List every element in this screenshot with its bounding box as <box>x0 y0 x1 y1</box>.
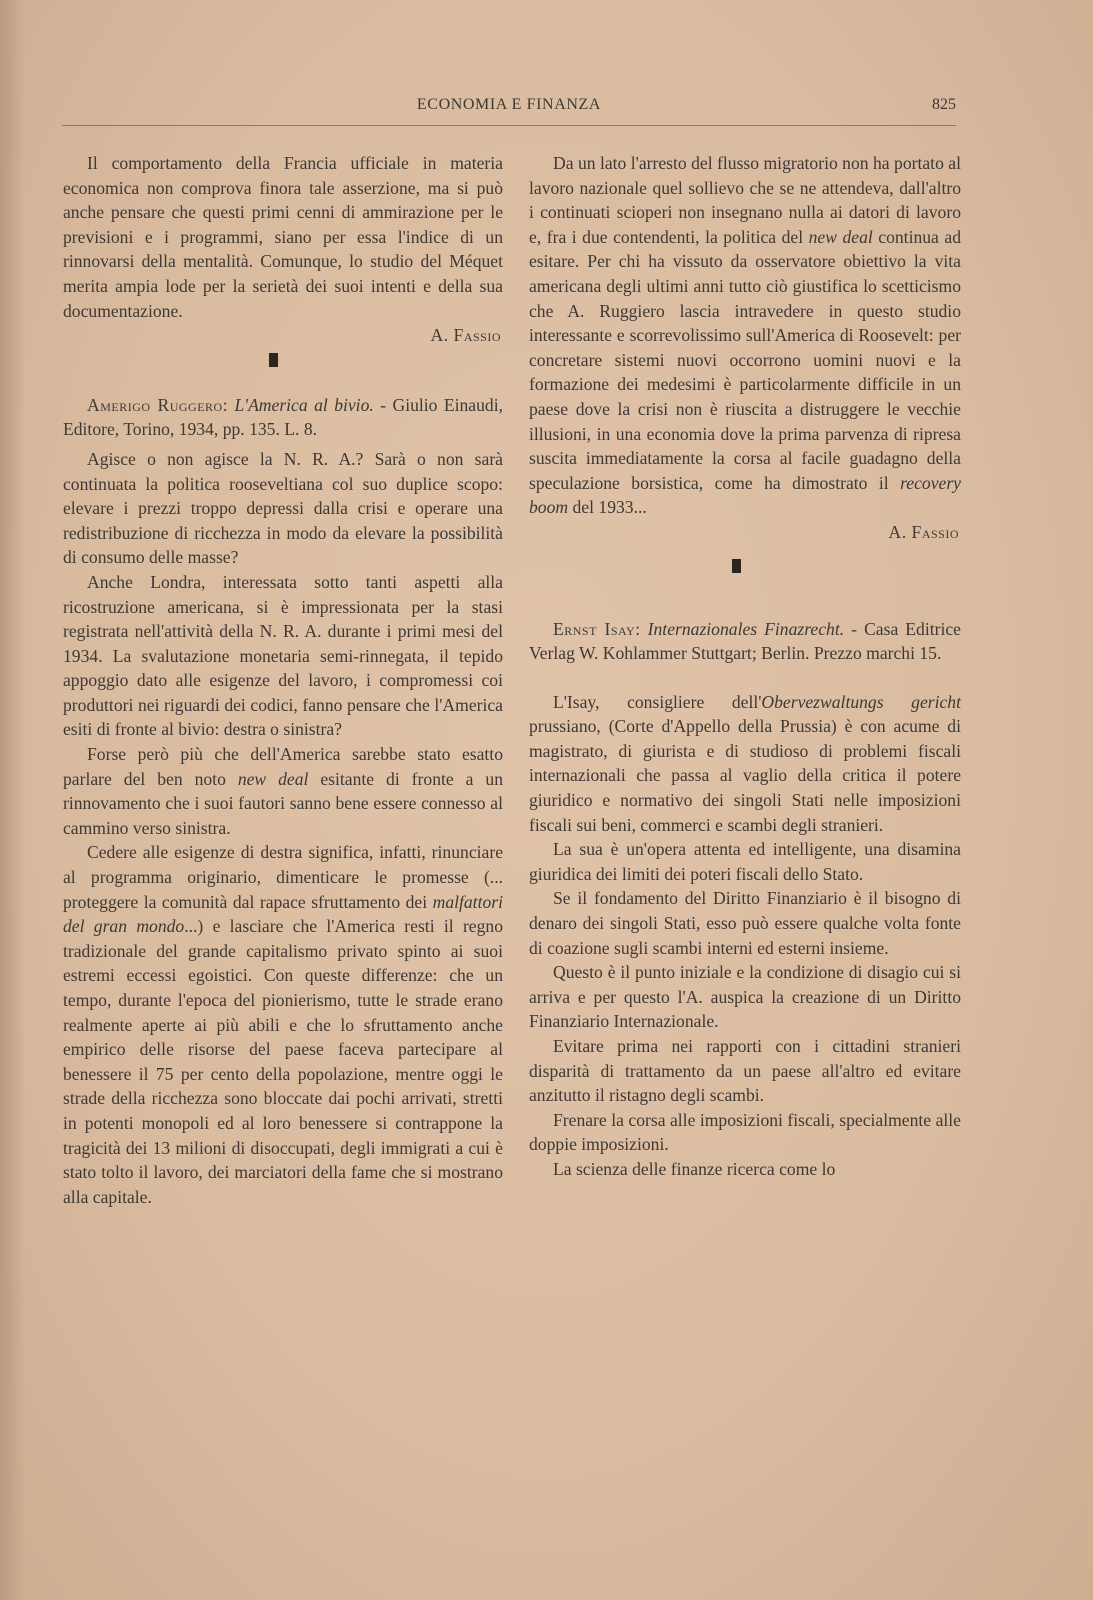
book-citation <box>63 393 503 442</box>
citation-details: - Giulio Einaudi, Editore, Torino, 1934, pp. 135. L. 8. <box>63 394 503 440</box>
header-rule <box>62 125 956 126</box>
review-paragraph: La sua è un'opera attenta ed intelligente, una disamina giuridica dei limiti dei poteri fiscali dello Stato. <box>529 839 961 884</box>
italic-term: malfattori del gran mondo <box>63 891 503 937</box>
review-paragraph <box>529 690 961 838</box>
left-column <box>63 151 503 1209</box>
citation-title: Internazionales Finazrecht. <box>647 618 845 639</box>
review-paragraph: Agisce o non agisce la N. R. A.? Sarà o non sarà continuata la politica rooseveltiana col suo duplice scopo: elevare i prezzi troppo depressi dalla crisi e operare una redistribuzione di ricchezza in modo da elevare la possibilità di consumo delle masse? <box>63 448 503 568</box>
section-divider-ornament <box>732 559 741 573</box>
right-column <box>529 151 961 1182</box>
text-run: continua ad esitare. Per chi ha vissuto da osservatore obiettivo la vita americana degli ultimi anni tutto ciò giustifica lo scetticismo che A. Ruggiero lascia intravedere in questo studio interessante e scorrevolissimo sull'America di Roosevelt: per concretare sistemi nuovi occorrono uomini nuovi e la formazione dei medesimi è particolarmente difficile in un paese dove la crisi non è riuscita a distruggere le vecchie illusioni, in una economia dove la prima parvenza di ripresa suscita immediatamente la corsa al facile guadagno della speculazione borsistica, come ha dimostrato il <box>529 226 961 493</box>
text-run: del 1933... <box>568 497 647 518</box>
text-run: Forse però più che dell'America sarebbe stato esatto parlare del ben noto <box>63 744 503 789</box>
signature-text: A. Fassio <box>430 325 501 346</box>
review-signature <box>529 520 961 545</box>
text-run: L'Isay, consigliere dell' <box>553 691 762 712</box>
review-paragraph <box>63 742 503 840</box>
signature-text: A. Fassio <box>888 521 959 542</box>
review-paragraph: Anche Londra, interessata sotto tanti aspetti alla ricostruzione americana, si è impressionata per la stasi registrata nell'attività della N. R. A. durante i primi mesi del 1934. La svalutazione monetaria semi-rinnegata, il tepido appoggio dato alle esigenze del lavoro, i compromessi coi produttori nei riguardi dei codici, fanno pensare che l'America esiti di fronte al bivio: destra o sinistra? <box>63 571 503 740</box>
review-paragraph <box>63 840 503 1209</box>
review-paragraph: Evitare prima nei rapporti con i cittadini stranieri disparità di trattamento da un paese all'altro ed evitare anzitutto il ristagno degli scambi. <box>529 1036 961 1106</box>
review-paragraph: Il comportamento della Francia ufficiale in materia economica non comprova finora tale asserzione, ma si può anche pensare che questi primi cenni di ammirazione per le previsioni e i programmi, siano per essa l'indice di un rinnovarsi della mentalità. Comunque, lo studio del Méquet merita ampia lode per la serietà dei suoi intenti e della sua documentazione. <box>63 153 503 321</box>
italic-term: recovery boom <box>529 472 961 518</box>
citation-details: - Casa Editrice Verlag W. Kohlammer Stuttgart; Berlin. Prezzo marchi 15. <box>529 618 961 664</box>
italic-term: new deal <box>808 226 873 247</box>
review-signature <box>63 323 503 348</box>
italic-term: new deal <box>237 768 309 789</box>
review-paragraph: Se il fondamento del Diritto Finanziario è il bisogno di denaro dei singoli Stati, esso può essere qualche volta fonte di coazione sugli scambi interni ed esterni insieme. <box>529 888 961 958</box>
citation-author: Ernst Isay: <box>553 618 641 639</box>
text-run: esitante di fronte a un rinnovamento che i suoi fautori sanno bene essere connesso al cammino verso sinistra. <box>63 768 503 838</box>
review-paragraph: Frenare la corsa alle imposizioni fiscali, specialmente alle doppie imposizioni. <box>529 1109 961 1155</box>
review-paragraph <box>529 151 961 520</box>
text-run: ...) e lasciare che l'America resti il regno tradizionale del grande capitalismo privato spinto ai suoi estremi eccessi egoistici. Con queste differenze: che un tempo, durante l'epoca del pionierismo, tutte le strade erano realmente aperte ai più abili e che lo sfruttamento anche empirico delle risorse del paese faceva partecipare al benessere il 75 per cento della popolazione, mentre oggi le strade della ricchezza sono bloccate dai pochi arrivati, stretti in potenti monopoli ed al loro benessere si contrappone la tragicità dei 13 milioni di disoccupati, degli immigrati a cui è stato tolto il lavoro, dei marciatori della fame che si mostrano alla capitale. <box>63 916 503 1207</box>
page-header <box>62 92 956 122</box>
page-edge-shadow <box>0 0 26 1600</box>
italic-term: Obervezwaltungs gericht <box>761 691 961 712</box>
citation-author: Amerigo Ruggero: <box>87 394 229 415</box>
book-citation <box>529 617 961 666</box>
text-run: Cedere alle esigenze di destra significa, infatti, rinunciare al programma originario, dimenticare le promesse (... proteggere la comunità dal rapace sfruttamento dei <box>63 842 503 912</box>
review-paragraph: La scienza delle finanze ricerca come lo <box>553 1158 836 1179</box>
running-title: ECONOMIA E FINANZA <box>416 96 602 113</box>
text-run: Da un lato l'arresto del flusso migratorio non ha portato al lavoro nazionale quel sollievo che se ne attendeva, dall'altro i continuati scioperi non insegnano nulla ai datori di lavoro e, fra i due contendenti, la politica del <box>529 153 961 247</box>
review-paragraph: Questo è il punto iniziale e la condizione di disagio cui si arriva e per questo l'A. auspica la creazione di un Diritto Finanziario Internazionale. <box>529 962 961 1032</box>
section-divider-ornament <box>269 353 278 367</box>
page-number: 825 <box>932 96 956 113</box>
text-run: prussiano, (Corte d'Appello della Prussia) è con acume di magistrato, di giurista e di studioso di problemi fiscali internazionali che passa al vaglio della critica il potere giuridico e normativo dei singoli Stati nelle imposizioni fiscali sui beni, commerci e scambi degli stranieri. <box>529 716 961 835</box>
citation-title: L'America al bivio. <box>234 394 374 415</box>
